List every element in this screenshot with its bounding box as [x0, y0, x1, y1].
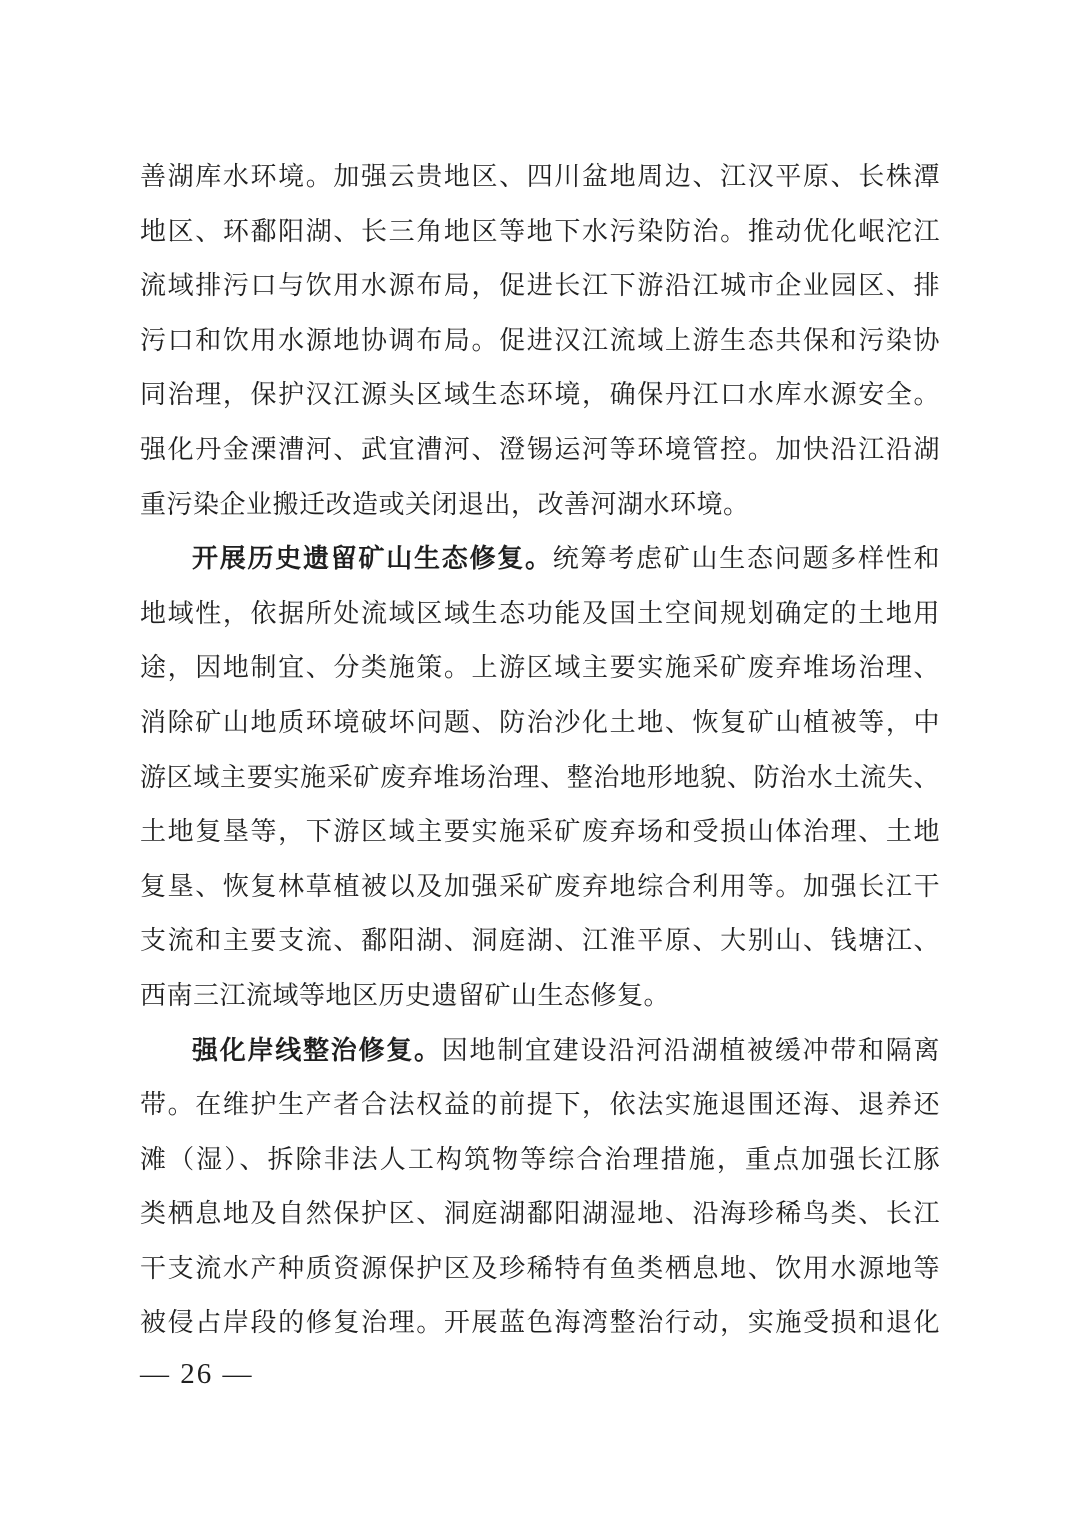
text-line: 强化丹金溧漕河、武宜漕河、澄锡运河等环境管控。加快沿江沿湖 — [140, 434, 940, 464]
text-run: 统筹考虑矿山生态问题多样性和 — [552, 544, 940, 574]
text-line: 游区域主要实施采矿废弃堆场治理、整治地形地貌、防治水土流失、 — [140, 762, 940, 792]
paragraph-1 — [140, 150, 940, 532]
paragraph-3 — [140, 1024, 940, 1352]
text-line: 被侵占岸段的修复治理。开展蓝色海湾整治行动，实施受损和退化 — [140, 1308, 940, 1338]
text-line: 支流和主要支流、鄱阳湖、洞庭湖、江淮平原、大别山、钱塘江、 — [140, 926, 940, 956]
text-line — [140, 532, 940, 587]
text-line: 滩（湿）、拆除非法人工构筑物等综合治理措施，重点加强长江豚 — [140, 1144, 940, 1174]
text-line: 带。在维护生产者合法权益的前提下，依法实施退围还海、退养还 — [140, 1090, 940, 1120]
document-body — [140, 150, 940, 1351]
paragraph-2-heading: 开展历史遗留矿山生态修复。 — [192, 544, 553, 574]
text-line: 途，因地制宜、分类施策。上游区域主要实施采矿废弃堆场治理、 — [140, 653, 940, 683]
paragraph-2 — [140, 532, 940, 1023]
text-line: 消除矿山地质环境破坏问题、防治沙化土地、恢复矿山植被等，中 — [140, 707, 940, 737]
page-number: — 26 — — [140, 1358, 254, 1390]
text-line: 土地复垦等，下游区域主要实施采矿废弃场和受损山体治理、土地 — [140, 817, 940, 847]
text-run: 因地制宜建设沿河沿湖植被缓冲带和隔离 — [441, 1035, 940, 1065]
text-line: 复垦、恢复林草植被以及加强采矿废弃地综合利用等。加强长江干 — [140, 871, 940, 901]
text-line — [140, 1024, 940, 1079]
text-line: 重污染企业搬迁改造或关闭退出，改善河湖水环境。 — [140, 489, 750, 519]
page-footer — [140, 1352, 254, 1396]
text-line: 流域排污口与饮用水源布局，促进长江下游沿江城市企业园区、排 — [140, 271, 940, 301]
text-line: 污口和饮用水源地协调布局。促进汉江流域上游生态共保和污染协 — [140, 325, 940, 355]
paragraph-3-heading: 强化岸线整治修复。 — [192, 1035, 442, 1065]
text-line: 干支流水产种质资源保护区及珍稀特有鱼类栖息地、饮用水源地等 — [140, 1253, 940, 1283]
text-line: 地域性，依据所处流域区域生态功能及国土空间规划确定的土地用 — [140, 598, 940, 628]
text-line: 善湖库水环境。加强云贵地区、四川盆地周边、江汉平原、长株潭 — [140, 162, 940, 191]
text-line: 西南三江流域等地区历史遗留矿山生态修复。 — [140, 980, 671, 1010]
text-line: 类栖息地及自然保护区、洞庭湖鄱阳湖湿地、沿海珍稀鸟类、长江 — [140, 1199, 940, 1229]
text-line: 同治理，保护汉江源头区域生态环境，确保丹江口水库水源安全。 — [140, 380, 940, 410]
text-line: 地区、环鄱阳湖、长三角地区等地下水污染防治。推动优化岷沱江 — [140, 216, 940, 246]
